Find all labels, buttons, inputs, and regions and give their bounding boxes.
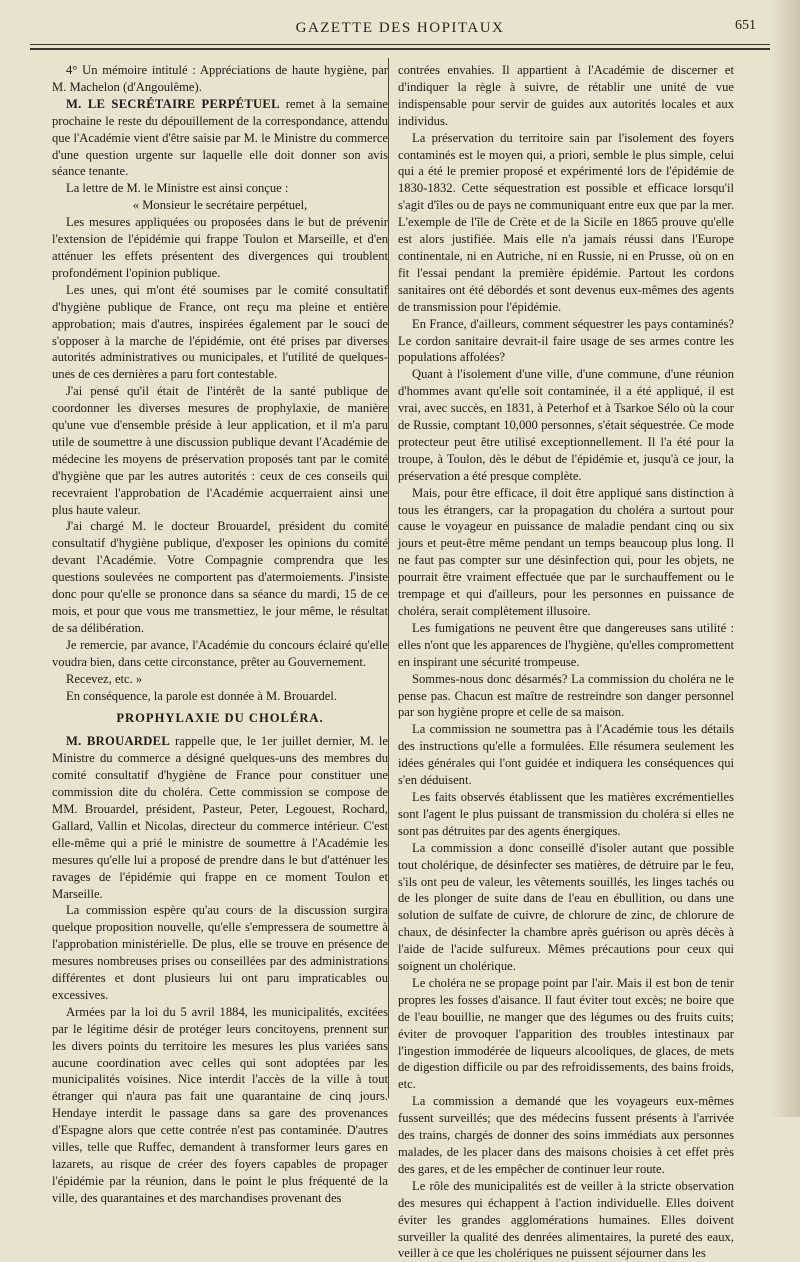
paragraph: J'ai pensé qu'il était de l'intérêt de la santé publique de coordonner les diverses mesures de prophylaxie, de manière qu'une vue d'ensemble préside à leur application, et il m'a paru utile de soumettre à une discussion publique devant l'Académie de médecine les moyens de préservation proposés tant par le comité d'hygiène que par les autres autorités : ceux de ces conseils qui recevraient l'approbation de l'Académie acquerraient ainsi une plus haute valeur.	[52, 384, 388, 517]
speaker-name: M. BROUARDEL	[66, 734, 171, 749]
page-header	[0, 14, 800, 42]
column-divider	[388, 58, 389, 1098]
paragraph: Recevez, etc. »	[66, 671, 143, 686]
paragraph-text: remet à la semaine prochaine le reste du dépouillement de la correspondance, attendu que l'Académie vient d'être saisie par M. le Ministre du commerce d'une question urgente sur laquelle elle doit donner son avis séance tenante.	[52, 96, 388, 179]
paragraph: Le rôle des municipalités est de veiller à la stricte observation des mesures qui échappent à l'action individuelle. Elles doivent éviter les grandes agglomérations humaines. Elles doivent surveiller la qualité des denrées alimentaires, la pureté des eaux, veiller à ce que les cholériques ne puissent séjourner dans les	[398, 1178, 734, 1261]
paragraph: Le choléra ne se propage point par l'air. Mais il est bon de tenir propres les fosses d'aisance. Il faut éviter tout excès; ne boire que de l'eau bouillie, ne manger que des légumes ou des fruits cuits; éviter de provoquer l'apparition des troubles intestinaux par l'ingestion immodérée de liqueurs alcooliques, de glaces, de mets de digestion difficile ou par des refroidissements, des bains froids, etc.	[398, 975, 734, 1092]
paragraph: Mais, pour être efficace, il doit être appliqué sans distinction à tous les étrangers, car la propagation du choléra a surtout pour cause le voyageur en puissance de maladie pendant cinq ou six jours et peut-être même pendant un temps beaucoup plus long. Il ne faut pas compter sur une désinfection qui, pour les objets, ne pourrait être vraiment effectuée que par le surchauffement ou le trempage et qui d'ailleurs, pour les personnes en puissance de choléra, serait complètement illusoire.	[398, 485, 734, 618]
paragraph: Les mesures appliquées ou proposées dans le but de prévenir l'extension de l'épidémie qui frappe Toulon et Marseille, et d'en atténuer les effets présentent des divergences qui troublent profondément l'opinion publique.	[52, 215, 388, 280]
paragraph: Je remercie, par avance, l'Académie du concours éclairé qu'elle voudra bien, dans cette circonstance, prêter au Gouvernement.	[52, 637, 388, 669]
paragraph: 4° Un mémoire intitulé : Appréciations de haute hygiène, par M. Machelon (d'Angoulême).	[52, 63, 388, 94]
paragraph: En conséquence, la parole est donnée à M. Brouardel.	[66, 688, 338, 703]
right-column	[398, 62, 734, 1262]
paragraph: Les fumigations ne peuvent être que dangereuses sans utilité : elles n'ont que les apparences de l'hygiène, qu'elles compromettent en inspirant une sécurité trompeuse.	[398, 620, 734, 669]
page-edge-shadow	[770, 0, 800, 1117]
paragraph: J'ai chargé M. le docteur Brouardel, président du comité consultatif d'hygiène publique, d'exposer les opinions du comité devant l'Académie. Votre Compagnie comprendra que les questions soulevées ne comportent pas d'atermoiements. J'insiste donc pour qu'elle se prononce dans sa séance du mardi, 15 de ce mois, et pour que vous me transmettiez, le jour même, le résultat de sa délibération.	[52, 519, 388, 635]
paragraph: En France, d'ailleurs, comment séquestrer les pays contaminés? Le cordon sanitaire devrait-il faire usage de ses armes contre les populations affolées?	[398, 316, 734, 365]
paragraph: La commission ne soumettra pas à l'Académie tous les détails des instructions qu'elle a formulées. Elle résumera seulement les idées générales qui l'ont guidée et indiquera les conséquences qui s'en déduisent.	[398, 722, 734, 788]
section-title: PROPHYLAXIE DU CHOLÉRA.	[116, 711, 324, 726]
paragraph: Quant à l'isolement d'une ville, d'une commune, d'une réunion d'hommes avant qu'elle soit contaminée, il a été appliqué, il est vrai, avec succès, en 1831, à Peterhof et à Tsarkoe Sélo où la cour de Russie, comptant 10,000 personnes, s'était séquestrée. Ce mode protecteur peut être utilisé exceptionnellement. Il l'a été pour la troupe, à Toulon, dès le début de l'épidémie et, jusqu'à ce jour, la préservation a été presque complète.	[398, 367, 734, 483]
paragraph	[52, 733, 388, 902]
paragraph: La lettre de M. le Ministre est ainsi conçue :	[66, 181, 289, 196]
paragraph: Les unes, qui m'ont été soumises par le comité consultatif d'hygiène publique de France, ont reçu ma pleine et entière approbation; mais d'autres, inspirées également par le souci de s'opposer à la marche de l'épidémie, ont été prises par diverses autorités administratives ou municipales, et l'utilité de quelques-unes de ces dernières a paru fort contestable.	[52, 282, 388, 382]
paragraph: Sommes-nous donc désarmés? La commission du choléra ne le pense pas. Chacun est maître de restreindre son danger personnel par son hygiène propre et celle de sa maison.	[398, 671, 734, 720]
paragraph: La commission espère qu'au cours de la discussion surgira quelque proposition nouvelle, qu'elle s'empressera de soumettre à l'approbation ministérielle. De plus, elle se trouve en présence de mesures nombreuses prises ou conseillées par des administrations différentes et dont plusieurs lui ont paru impraticables ou excessives.	[52, 903, 388, 1002]
paragraph: La commission a demandé que les voyageurs eux-mêmes fussent surveillés; que des médecins fussent présents à l'arrivée des trains, chargés de donner des soins immédiats aux personnes malades, de les placer dans des maisons choisies à cet effet près des gares, et de les empêcher de continuer leur route.	[398, 1094, 734, 1176]
paragraph: La préservation du territoire sain par l'isolement des foyers contaminés est le moyen qui, a priori, semble le plus simple, celui qui a été le premier proposé et expérimenté lors de l'épidémie de 1830-1832. Cette séquestration est possible et efficace lorsqu'il s'agit d'îles ou de pays ne communiquant entre eux que par la mer. L'exemple de l'île de Crète et de la Sicile en 1865 prouve qu'elle est alors justifiée. Mais elle n'a jamais réussi dans l'Europe continentale, ni en Autriche, ni en Russie, ni en Prusse, où on en fit l'essai pendant la première épidémie. Partout les cordons sanitaires ont été débordés et sont devenus eux-mêmes des agents de transmission pour l'épidémie.	[398, 130, 734, 314]
paragraph: contrées envahies. Il appartient à l'Académie de discerner et d'indiquer la règle à suivre, de rétablir une unité de vue indispensable pour servir de guides aux autorités locales et aux individus.	[398, 63, 734, 128]
header-rule	[30, 44, 770, 45]
paragraph-text: rappelle que, le 1er juillet dernier, M. le Ministre du commerce a désigné quelques-uns des membres du comité consultatif d'hygiène de France pour constituer une commission dite du choléra. Cette commission se compose de MM. Brouardel, président, Pasteur, Peter, Legouest, Rochard, Gallard, Vallin et Nicolas, directeur du commerce intérieur. C'est elle-même qui a prié le ministre de soumettre à l'Académie les mesures qu'elle lui a proposé de prendre dans le but d'atténuer les ravages de l'épidémie qui frappe en ce moment Toulon et Marseille.	[52, 734, 388, 901]
paragraph	[52, 96, 388, 181]
speaker-name: M. LE SECRÉTAIRE PERPÉTUEL	[66, 96, 280, 111]
letter-salutation: « Monsieur le secrétaire perpétuel,	[132, 198, 308, 213]
page-number: 651	[735, 18, 756, 33]
header-rule-double	[30, 48, 770, 50]
left-column	[52, 62, 388, 1207]
paragraph: La commission a donc conseillé d'isoler autant que possible tout cholérique, de désinfecter ses matières, de détruire par le feu, s'ils ont peu de valeur, les vêtements souillés, les linges tachés ou de les plonger de suite dans de l'eau en ébullition, ou dans une solution de sulfate de cuivre, de chlorure de zinc, de chlorure de chaux, de désinfecter la chambre après guérison ou après décès à l'aide de l'acide sulfureux. Mêmes précautions pour ceux qui soignent un cholérique.	[398, 840, 734, 974]
journal-title: GAZETTE DES HOPITAUX	[295, 20, 505, 36]
paragraph: Les faits observés établissent que les matières excrémentielles sont l'agent le plus puissant de transmission du choléra si elles ne sont pas détruites par des agents énergiques.	[398, 789, 734, 838]
paragraph: Armées par la loi du 5 avril 1884, les municipalités, excitées par le légitime désir de protéger leurs concitoyens, prennent sur les divers points du territoire les mesures les plus variées sans aucune coordination avec celles qui sont adoptées par les municipalités voisines. Nice interdit l'accès de la ville à tout étranger qui n'aura pas fait une quarantaine de cinq jours. Hendaye interdit le passage dans sa gare des provenances d'Espagne alors que cette contrée n'est pas contaminée. D'autres villes, telle que Ruffec, demandent à transformer leurs gares en lazarets, au risque de créer des foyers capables de propager l'épidémie par la réunion, dans le point le plus fréquenté de la ville, des quarantaines et des marchandises provenant des	[52, 1004, 388, 1205]
